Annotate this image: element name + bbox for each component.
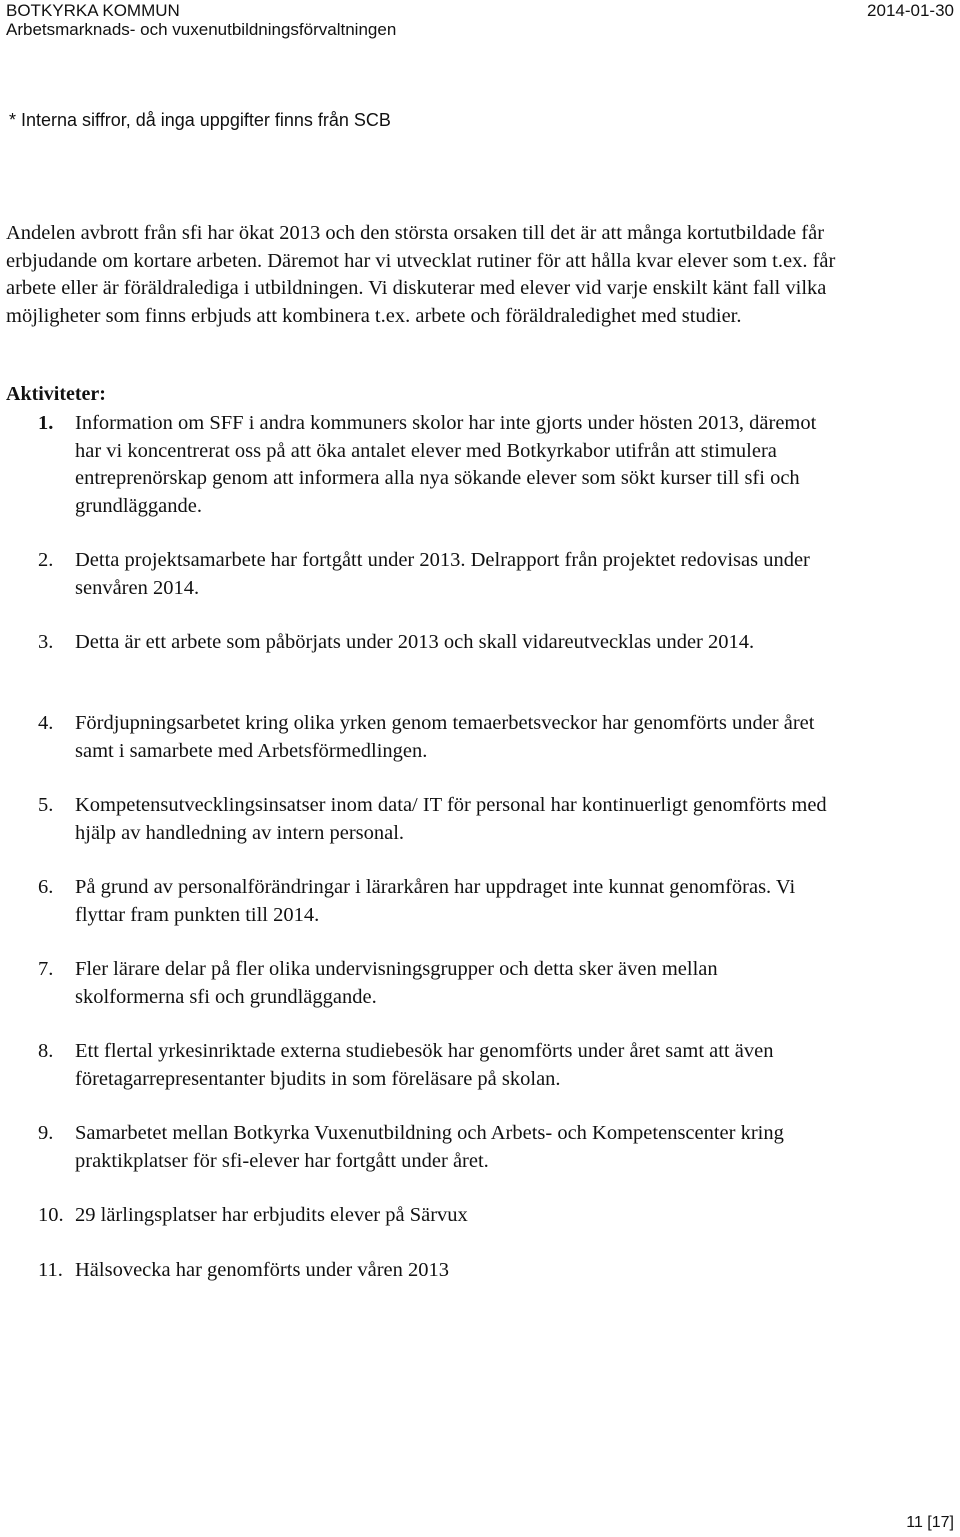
activity-text: Kompetensutvecklingsinsatser inom data/ IT för personal har kontinuerligt genomförts med hjälp av handledning av intern personal. (75, 794, 827, 844)
activity-item-7 (38, 956, 828, 1011)
activity-number: 11. (38, 1259, 63, 1281)
activity-number: 10. (38, 1204, 64, 1226)
activity-item-5 (38, 792, 828, 847)
activity-item-10 (38, 1202, 828, 1230)
activity-number: 7. (38, 958, 54, 980)
activity-text: Information om SFF i andra kommuners skolor har inte gjorts under hösten 2013, däremot har vi koncentrerat oss på att öka antalet elever med Botkyrkabor utifrån att stimulera entreprenörskap genom att informera alla nya sökande elever som sökt kurser till sfi och grundläggande. (75, 412, 817, 517)
activity-item-11 (38, 1257, 828, 1285)
activity-item-2 (38, 547, 828, 602)
activity-text: 29 lärlingsplatser har erbjudits elever på Särvux (75, 1204, 468, 1226)
activity-item-8 (38, 1038, 828, 1093)
activity-item-1 (38, 410, 828, 520)
page-number: 11 [17] (906, 1514, 954, 1531)
activities-heading: Aktiviteter: (6, 383, 106, 405)
activity-text: Hälsovecka har genomförts under våren 2013 (75, 1259, 449, 1281)
activity-text: Fördjupningsarbetet kring olika yrken genom temaerbetsveckor har genomförts under året samt i samarbete med Arbetsförmedlingen. (75, 712, 815, 762)
activity-item-4 (38, 710, 828, 765)
activity-number: 8. (38, 1040, 54, 1062)
activity-number: 4. (38, 712, 54, 734)
activity-item-6 (38, 874, 828, 929)
page-header (6, 0, 954, 42)
activity-text: Ett flertal yrkesinriktade externa studiebesök har genomförts under året samt att även företagarrepresentanter bjudits in som föreläsare på skolan. (75, 1040, 774, 1090)
intro-paragraph: Andelen avbrott från sfi har ökat 2013 och den största orsaken till det är att många kortutbildade får erbjudande om kortare arbeten. Däremot har vi utvecklat rutiner för att hålla kvar elever som t.ex. får arbete eller är föräldralediga i utbildningen. Vi diskuterar med elever vid varje enskilt känt fall vilka möjligheter som finns erbjuds att kombinera t.ex. arbete och föräldraledighet med studier. (6, 222, 836, 327)
activity-text: Samarbetet mellan Botkyrka Vuxenutbildning och Arbets- och Kompetenscenter kring praktikplatser för sfi-elever har fortgått under året. (75, 1122, 784, 1172)
activity-number: 2. (38, 549, 54, 571)
activity-text: Detta är ett arbete som påbörjats under 2013 och skall vidareutvecklas under 2014. (75, 631, 755, 653)
footnote: * Interna siffror, då inga uppgifter finns från SCB (9, 110, 391, 130)
organization-name: BOTKYRKA KOMMUN (6, 1, 180, 20)
activity-number: 3. (38, 631, 54, 653)
activity-text: Fler lärare delar på fler olika undervisningsgrupper och detta sker även mellan skolformerna sfi och grundläggande. (75, 958, 718, 1008)
activity-item-9 (38, 1120, 828, 1175)
activity-number: 9. (38, 1122, 54, 1144)
activity-text: På grund av personalförändringar i lärarkåren har uppdraget inte kunnat genomföras. Vi flyttar fram punkten till 2014. (75, 876, 796, 926)
department-name: Arbetsmarknads- och vuxenutbildningsförvaltningen (6, 20, 397, 39)
activity-text: Detta projektsamarbete har fortgått under 2013. Delrapport från projektet redovisas under senvåren 2014. (75, 549, 810, 599)
activity-number: 6. (38, 876, 54, 898)
document-date: 2014-01-30 (867, 1, 954, 20)
activity-number: 1. (38, 412, 54, 434)
activity-item-3 (38, 629, 828, 657)
activity-number: 5. (38, 794, 54, 816)
